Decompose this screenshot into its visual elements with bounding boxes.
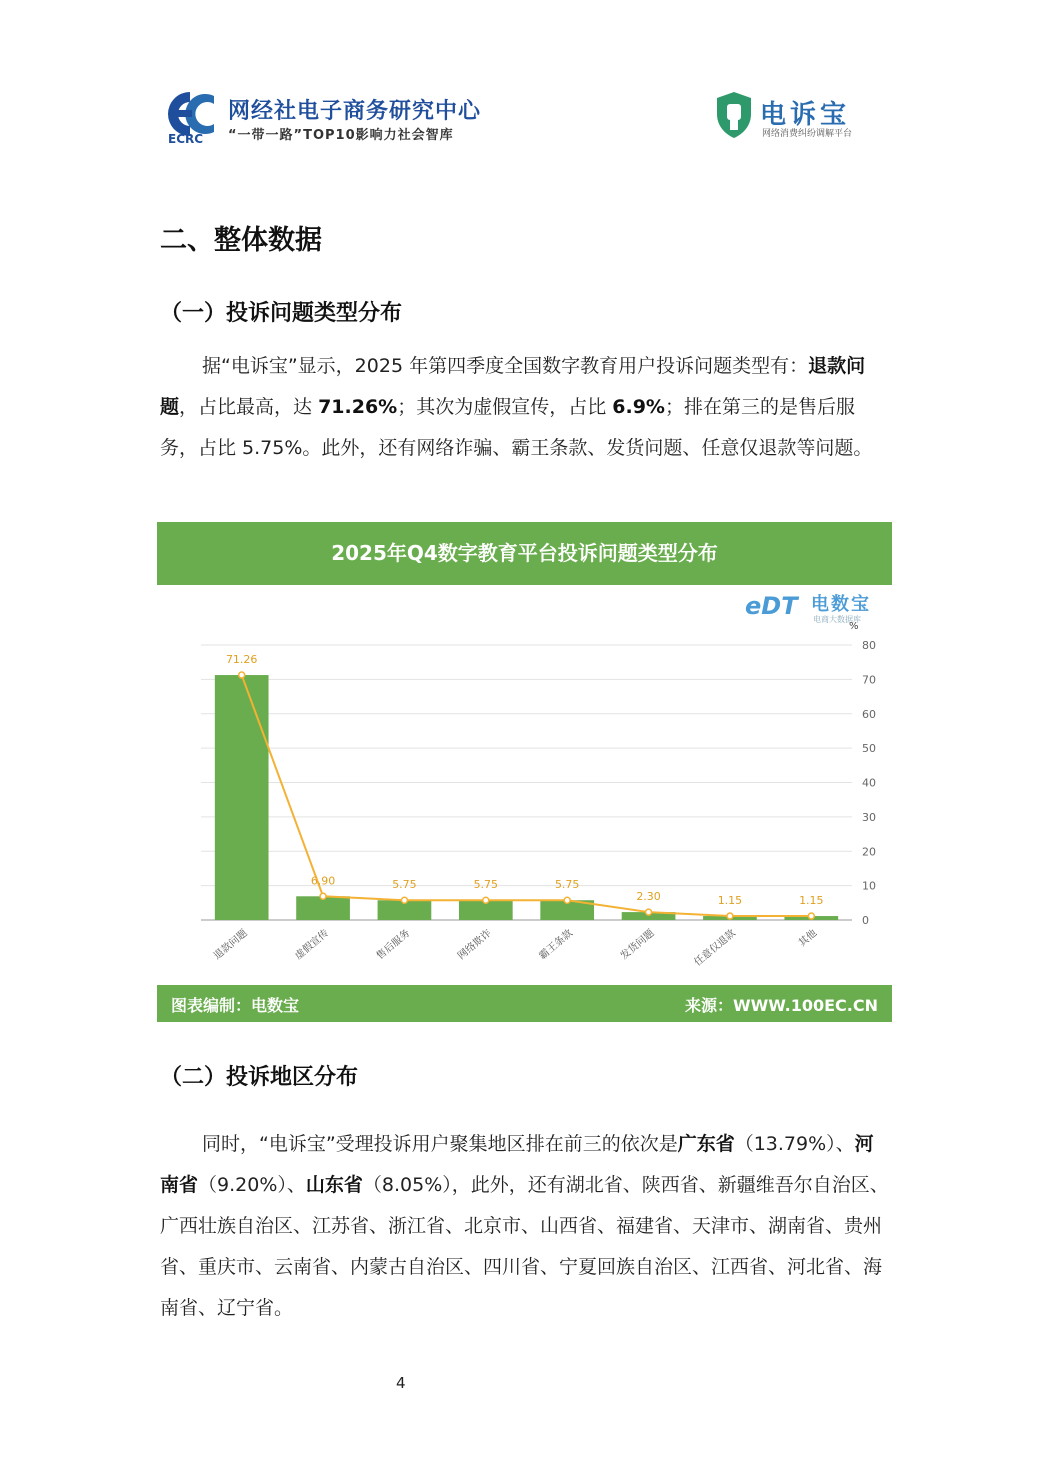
data-label: 71.26 [225, 653, 258, 667]
text-span: （9.20%）、 [198, 1174, 306, 1196]
ecrc-subtitle: “一带一路”TOP10影响力社会智库 [228, 128, 454, 143]
text-span: （8.05%），此外，还有湖北省、陕西省、新疆维吾尔自治区、广西壮族自治区、江苏省、浙江省、北京市、山西省、福建省、天津市、湖南省、贵州省、重庆市、云南省、内蒙古自治区、四川省、宁夏回族自治区、江西省、河北省、海南省、辽宁省。 [160, 1174, 889, 1319]
chart-source: 来源：WWW.100EC.CN [684, 996, 878, 1015]
text-span: ，占比最高，达 [179, 396, 319, 418]
data-label: 1.15 [799, 894, 824, 908]
bold-text: 河南省 [160, 1133, 874, 1196]
page-number: 4 [396, 1374, 406, 1392]
text-span: （13.79%）、 [734, 1133, 855, 1155]
y-tick-label: 20 [862, 845, 876, 859]
cdt-subtitle: 电商大数据库 [813, 615, 861, 624]
bold-text: 山东省 [305, 1174, 363, 1196]
bar [215, 675, 269, 920]
subsection-title-complaint-types: （一）投诉问题类型分布 [160, 301, 403, 326]
ecrc-title: 网经社电子商务研究中心 [228, 99, 482, 124]
shield-fist-icon [714, 90, 754, 140]
cdt-mark: eDT [745, 592, 798, 620]
x-tick-label: 霸王条款 [537, 927, 576, 963]
y-tick-label: 40 [862, 776, 876, 790]
data-label: 6.90 [310, 874, 336, 888]
line-point [564, 897, 570, 903]
x-tick-label: 发货问题 [618, 927, 657, 963]
y-tick-label: 0 [862, 914, 869, 927]
complaint-type-chart [157, 522, 892, 1022]
chart-footer [157, 985, 892, 1022]
data-label: 2.30 [636, 890, 661, 904]
y-tick-label: 80 [862, 639, 876, 652]
text-span: ；其次为虚假宣传，占比 [397, 396, 613, 418]
ecrc-logo [160, 88, 490, 150]
x-tick-label: 售后服务 [374, 927, 413, 963]
chart-credit: 图表编制：电数宝 [171, 996, 300, 1015]
y-tick-label: 10 [862, 879, 876, 893]
line-point [320, 893, 326, 899]
line-point [808, 913, 814, 919]
line-point [483, 897, 489, 903]
ecrc-abbreviation: ECRC [168, 132, 204, 146]
dsb-title: 电诉宝 [760, 100, 851, 130]
cdt-name: 电数宝 [811, 594, 871, 615]
x-tick-label: 网络欺诈 [456, 927, 494, 963]
section-title: 二、整体数据 [160, 225, 322, 256]
paragraph-complaint-types [160, 346, 892, 469]
y-tick-label: 50 [862, 742, 876, 756]
text-span: ；排在第三的是售后服务，占比 5.75%。此外，还有网络诈骗、霸王条款、发货问题、任意仅退款等问题。 [160, 396, 873, 459]
text-span: 据“电诉宝”显示，2025 年第四季度全国数字教育用户投诉问题类型有： [202, 355, 809, 377]
bold-text: 6.9% [612, 396, 665, 418]
data-label: 5.75 [473, 878, 499, 892]
x-tick-label: 其他 [796, 927, 820, 950]
y-unit-label: % [849, 621, 859, 632]
chart-title: 2025年Q4数字教育平台投诉问题类型分布 [157, 522, 892, 585]
y-tick-label: 70 [862, 673, 876, 687]
bold-text: 71.26% [318, 396, 398, 418]
data-label: 5.75 [392, 878, 417, 892]
data-label: 1.15 [717, 894, 743, 908]
subsection-title-regions: （二）投诉地区分布 [160, 1065, 359, 1090]
text-span: 同时，“电诉宝”受理投诉用户聚集地区排在前三的依次是 [202, 1133, 678, 1155]
line-point [646, 909, 652, 915]
y-tick-label: 60 [862, 707, 876, 721]
paragraph-regions [160, 1124, 892, 1329]
x-tick-label: 任意仅退款 [692, 927, 738, 969]
chart-plot [157, 522, 892, 985]
x-tick-label: 退款问题 [211, 927, 250, 963]
bold-text: 退款问题 [160, 355, 866, 418]
line-point [727, 913, 733, 919]
dsb-logo [714, 90, 874, 146]
bold-text: 广东省 [677, 1133, 735, 1155]
data-label: 5.75 [554, 878, 580, 892]
dsb-subtitle: 网络消费纠纷调解平台 [762, 129, 853, 139]
line-point [239, 672, 245, 678]
x-tick-label: 虚假宣传 [293, 927, 331, 963]
line-point [401, 897, 407, 903]
y-tick-label: 30 [862, 810, 876, 824]
